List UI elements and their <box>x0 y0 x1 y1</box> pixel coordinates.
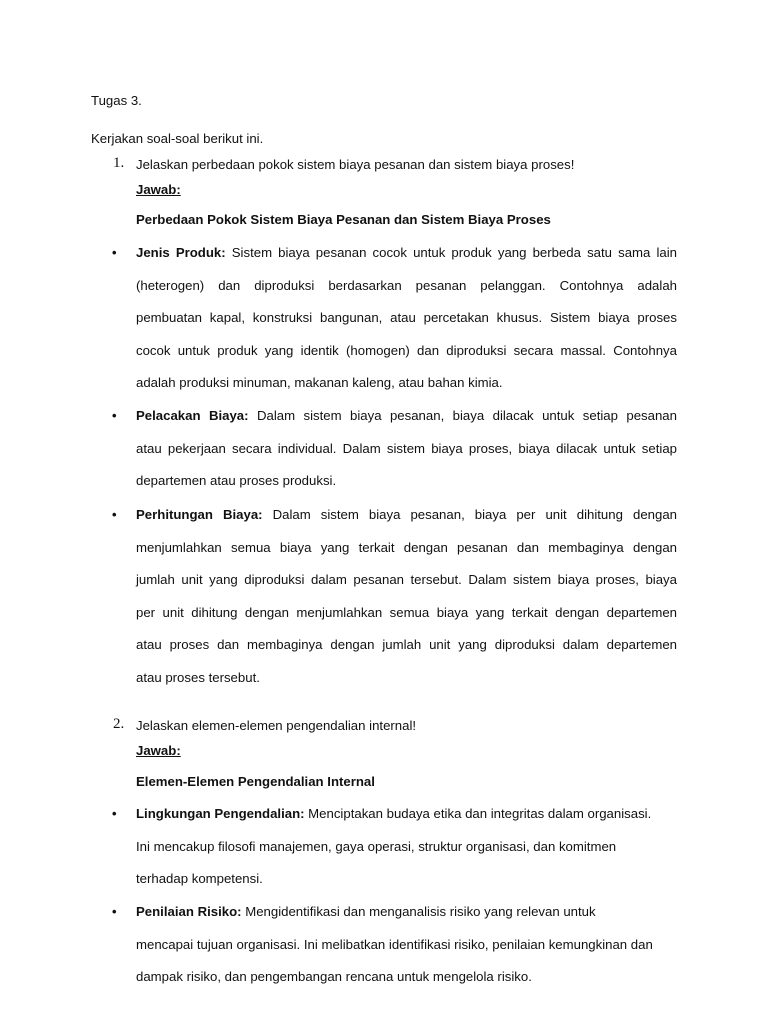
doc-instruction: Kerjakan soal-soal berikut ini. <box>91 131 264 146</box>
item-text-line: adalah produksi minuman, makanan kaleng, atau bahan kimia. <box>136 375 503 390</box>
doc-title: Tugas 3. <box>91 93 142 108</box>
q2-heading: Elemen-Elemen Pengendalian Internal <box>136 774 375 789</box>
bullet-icon: • <box>112 507 117 522</box>
item-text-line: mencapai tujuan organisasi. Ini melibatkan identifikasi risiko, penilaian kemungkinan dan <box>136 936 653 952</box>
item-text-line: terhadap kompetensi. <box>136 871 263 886</box>
bullet-icon: • <box>112 806 117 821</box>
item-text-line: atau proses tersebut. <box>136 669 260 685</box>
item-text-line: Sistem biaya pesanan cocok untuk produk yang berbeda satu sama lain <box>225 245 677 260</box>
item-term: Jenis Produk: <box>136 245 226 260</box>
q1-item-perhitungan-biaya <box>136 499 677 694</box>
item-text-line: (heterogen) dan diproduksi berdasarkan pesanan pelanggan. Contohnya adalah <box>136 277 677 293</box>
q1-question: Jelaskan perbedaan pokok sistem biaya pesanan dan sistem biaya proses! <box>136 157 575 172</box>
item-text-line: atau pekerjaan secara individual. Dalam sistem biaya proses, biaya dilacak untuk setiap <box>136 440 677 456</box>
q1-heading: Perbedaan Pokok Sistem Biaya Pesanan dan Sistem Biaya Proses <box>136 212 551 227</box>
q2-number: 2. <box>113 716 125 732</box>
bullet-icon: • <box>112 408 117 423</box>
item-text-line: pembuatan kapal, konstruksi bangunan, atau percetakan khusus. Sistem biaya proses <box>136 310 677 325</box>
q1-answer-label: Jawab: <box>136 182 181 197</box>
item-term: Pelacakan Biaya: <box>136 408 249 423</box>
item-text-line: jumlah unit yang diproduksi dalam pesanan tersebut. Dalam sistem biaya proses, biaya <box>136 572 677 587</box>
item-term: Perhitungan Biaya: <box>136 507 263 522</box>
item-text-line: cocok untuk produk yang identik (homogen) dan diproduksi secara massal. Contohnya <box>136 342 677 358</box>
q1-item-pelacakan-biaya <box>136 400 677 498</box>
item-text-line: menjumlahkan semua biaya yang terkait dengan pesanan dan membaginya dengan <box>136 539 677 555</box>
bullet-icon: • <box>112 904 117 919</box>
item-text-line: departemen atau proses produksi. <box>136 473 337 488</box>
q2-answer-label: Jawab: <box>136 743 181 758</box>
bullet-icon: • <box>112 245 117 260</box>
q1-number: 1. <box>113 155 125 171</box>
q2-question: Jelaskan elemen-elemen pengendalian internal! <box>136 718 417 733</box>
item-term: Penilaian Risiko: <box>136 904 242 919</box>
q2-item-lingkungan-pengendalian <box>136 798 677 896</box>
item-text-line: dampak risiko, dan pengembangan rencana untuk mengelola risiko. <box>136 969 532 984</box>
item-text-line: Dalam sistem biaya pesanan, biaya dilacak untuk setiap pesanan <box>248 408 677 423</box>
item-text-line: Menciptakan budaya etika dan integritas dalam organisasi. <box>304 806 652 821</box>
item-text-line: Mengidentifikasi dan menganalisis risiko yang relevan untuk <box>241 904 596 919</box>
item-text-line: atau proses dan membaginya dengan jumlah unit yang diproduksi dalam departemen <box>136 637 677 652</box>
q2-item-penilaian-risiko <box>136 896 677 994</box>
item-text-line: per unit dihitung dengan menjumlahkan semua biaya yang terkait dengan departemen <box>136 604 677 620</box>
q1-item-jenis-produk <box>136 237 677 400</box>
item-term: Lingkungan Pengendalian: <box>136 806 305 821</box>
item-text-line: Dalam sistem biaya pesanan, biaya per unit dihitung dengan <box>262 507 677 522</box>
item-text-line: Ini mencakup filosofi manajemen, gaya operasi, struktur organisasi, dan komitmen <box>136 838 617 854</box>
